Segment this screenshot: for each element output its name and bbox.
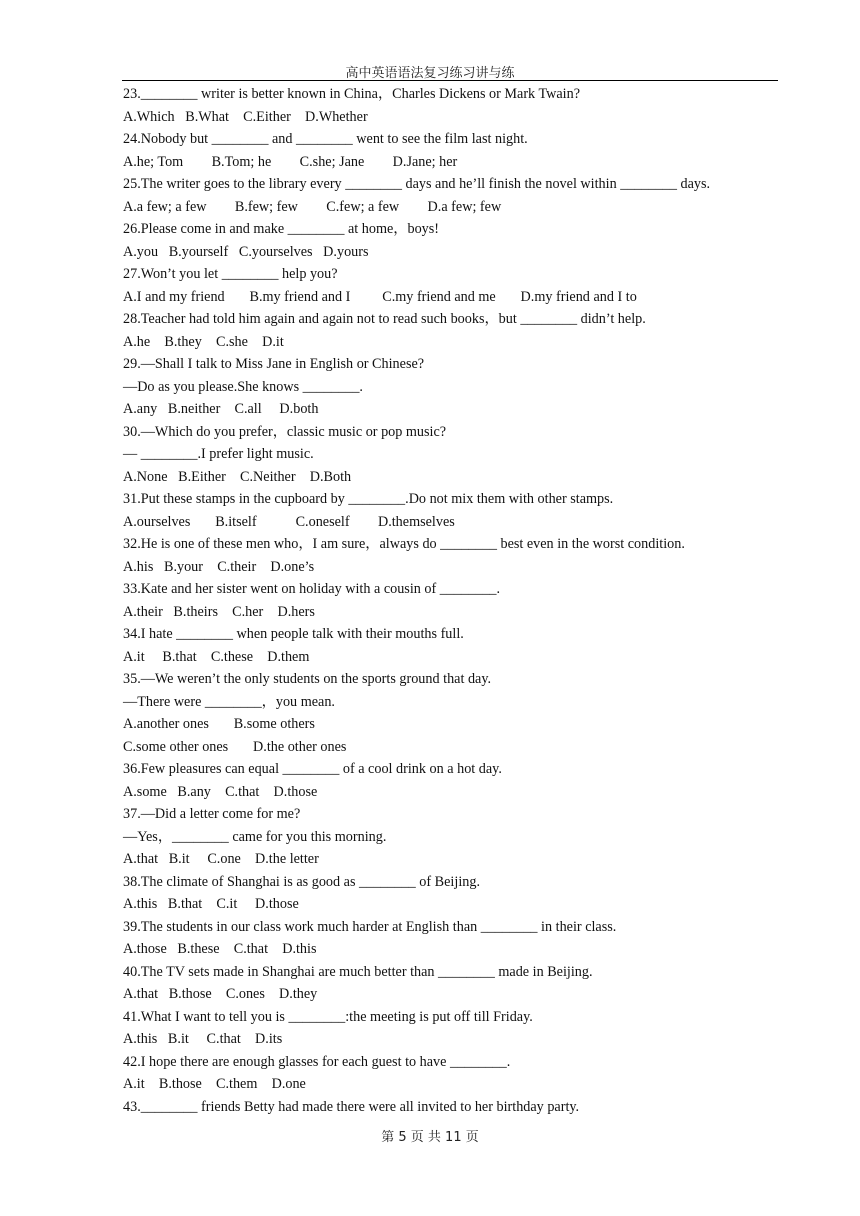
exercise-content bbox=[123, 83, 773, 1118]
question-line: 30.—Which do you prefer，classic music or pop music? bbox=[123, 423, 447, 440]
answer-options-line: A.he B.they C.she D.it bbox=[123, 333, 284, 350]
question-line: 26.Please come in and make ________ at home，boys! bbox=[123, 221, 439, 237]
answer-options-line: A.this B.that C.it D.those bbox=[123, 896, 299, 912]
question-line: 29.—Shall I talk to Miss Jane in English or Chinese? bbox=[123, 356, 425, 372]
question-line: 27.Won’t you let ________ help you? bbox=[123, 266, 338, 282]
question-line: 23.________ writer is better known in China，Charles Dickens or Mark Twain? bbox=[123, 86, 580, 102]
question-line: 37.—Did a letter come for me? bbox=[123, 806, 301, 822]
answer-options-line: A.another ones B.some others bbox=[123, 716, 315, 732]
answer-options-line: A.his B.your C.their D.one’s bbox=[123, 558, 315, 575]
question-line: —There were ________，you mean. bbox=[123, 693, 335, 710]
page-header-title: 高中英语语法复习练习讲与练 bbox=[345, 66, 515, 81]
question-line: 38.The climate of Shanghai is as good as ________ of Beijing. bbox=[123, 873, 480, 890]
answer-options-line: A.you B.yourself C.yourselves D.yours bbox=[123, 243, 369, 260]
question-line: 41.What I want to tell you is ________:the meeting is put off till Friday. bbox=[123, 1008, 533, 1025]
answer-options-line: A.that B.those C.ones D.they bbox=[123, 986, 318, 1002]
question-line: — ________.I prefer light music. bbox=[123, 446, 314, 462]
question-line: 33.Kate and her sister went on holiday with a cousin of ________. bbox=[123, 581, 501, 597]
question-line: —Yes，________ came for you this morning. bbox=[123, 828, 387, 845]
question-line: 31.Put these stamps in the cupboard by ________.Do not mix them with other stamps. bbox=[123, 491, 614, 507]
question-line: 25.The writer goes to the library every ________ days and he’ll finish the novel within ________ days. bbox=[123, 176, 711, 192]
question-line: 43.________ friends Betty had made there were all invited to her birthday party. bbox=[123, 1098, 580, 1115]
answer-options-line: A.he; Tom B.Tom; he C.she; Jane D.Jane; her bbox=[123, 153, 458, 170]
header-rule bbox=[122, 80, 778, 81]
answer-options-line: A.I and my friend B.my friend and I C.my friend and me D.my friend and I to bbox=[123, 288, 637, 305]
answer-options-line: A.ourselves B.itself C.oneself D.themselves bbox=[123, 513, 455, 530]
question-line: 32.He is one of these men who，I am sure，always do ________ best even in the worst condition. bbox=[123, 536, 685, 552]
answer-options-line: A.None B.Either C.Neither D.Both bbox=[123, 468, 352, 485]
question-line: 28.Teacher had told him again and again not to read such books，but ________ didn’t help. bbox=[123, 311, 646, 327]
answer-options-line: A.that B.it C.one D.the letter bbox=[123, 851, 319, 867]
answer-options-line: A.their B.theirs C.her D.hers bbox=[123, 603, 315, 620]
question-line: 42.I hope there are enough glasses for each guest to have ________. bbox=[123, 1053, 511, 1070]
question-line: 24.Nobody but ________ and ________ went to see the film last night. bbox=[123, 131, 528, 147]
answer-options-line: A.it B.that C.these D.them bbox=[123, 648, 310, 665]
question-line: —Do as you please.She knows ________. bbox=[123, 378, 363, 395]
question-line: 40.The TV sets made in Shanghai are much better than ________ made in Beijing. bbox=[123, 963, 593, 980]
answer-options-line: A.some B.any C.that D.those bbox=[123, 783, 318, 800]
question-line: 34.I hate ________ when people talk with their mouths full. bbox=[123, 626, 464, 642]
answer-options-line: A.it B.those C.them D.one bbox=[123, 1076, 306, 1092]
answer-options-line: A.those B.these C.that D.this bbox=[123, 941, 317, 957]
answer-options-line: A.any B.neither C.all D.both bbox=[123, 401, 319, 417]
question-line: 36.Few pleasures can equal ________ of a cool drink on a hot day. bbox=[123, 761, 502, 777]
answer-options-line: A.a few; a few B.few; few C.few; a few D.a few; few bbox=[123, 198, 502, 215]
answer-options-line: A.Which B.What C.Either D.Whether bbox=[123, 108, 368, 125]
question-line: 39.The students in our class work much harder at English than ________ in their class. bbox=[123, 918, 617, 935]
page-footer: 第 5 页 共 11 页 bbox=[381, 1130, 479, 1145]
question-line: 35.—We weren’t the only students on the sports ground that day. bbox=[123, 671, 492, 687]
answer-options-line: C.some other ones D.the other ones bbox=[123, 738, 347, 755]
answer-options-line: A.this B.it C.that D.its bbox=[123, 1031, 283, 1047]
